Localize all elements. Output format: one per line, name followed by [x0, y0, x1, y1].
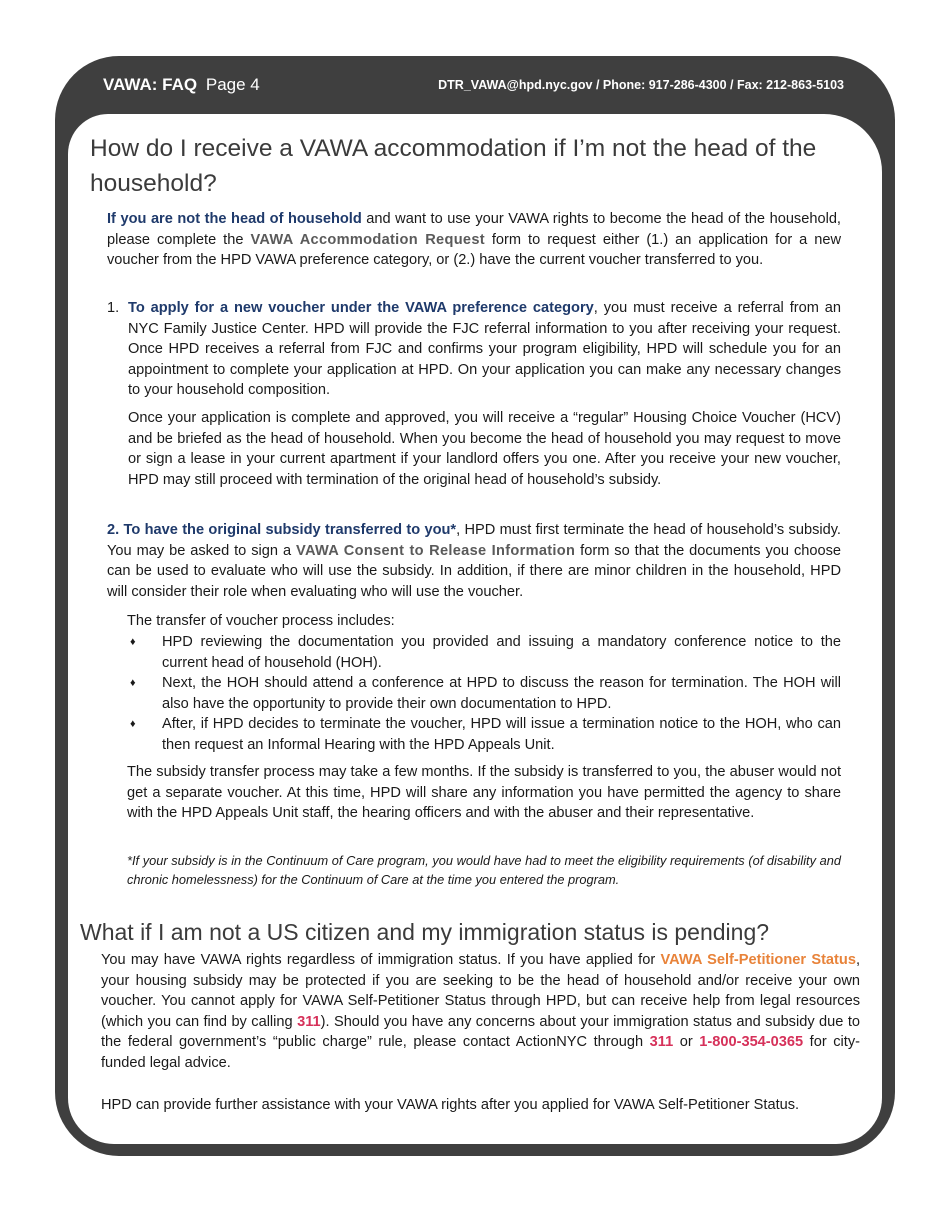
- immigration-text-5: for city-funded legal advice.: [101, 1034, 860, 1071]
- list-item: [127, 714, 841, 755]
- accommodation-request-form: VAWA Accommodation Request: [250, 231, 485, 248]
- phone-311-second: 311: [649, 1034, 674, 1051]
- item2-lead: 2. To have the original subsidy transferred to you*: [107, 522, 457, 538]
- section2-heading: What if I am not a US citizen and my immigration status is pending?: [80, 919, 770, 945]
- diamond-bullet-icon: ♦: [130, 677, 136, 690]
- header-contact: DTR_VAWA@hpd.nyc.gov / Phone: 917-286-4300 / Fax: 212-863-5103: [438, 78, 844, 92]
- immigration-text-2: , your housing subsidy may be protected if you are seeking to be the head of household and/or receive your own voucher. You cannot apply for VAWA Self-Petitioner Status through HPD, but can receive help from legal resources (which you can find by calling: [101, 952, 860, 1030]
- immigration-paragraph: [101, 950, 860, 1074]
- section1-heading: How do I receive a VAWA accommodation if I’m not the head of the household?: [90, 135, 817, 197]
- list-item-text: After, if HPD decides to terminate the voucher, HPD will issue a termination notice to the HOH, who can then request an Informal Hearing with the HPD Appeals Unit.: [162, 716, 841, 753]
- page-number: Page 4: [205, 75, 260, 94]
- consent-release-form: VAWA Consent to Release Information: [296, 542, 576, 559]
- diamond-bullet-icon: ♦: [130, 636, 136, 648]
- header-title: [103, 75, 260, 95]
- immigration-text-3: ). Should you have any concerns about your immigration status and subsidy due to the federal government’s “public charge” rule, please contact ActionNYC through: [101, 1013, 860, 1051]
- self-petitioner-status: VAWA Self-Petitioner Status: [660, 952, 856, 968]
- transfer-steps-list: [127, 632, 841, 756]
- transfer-process-paragraph: The subsidy transfer process may take a few months. If the subsidy is transferred to you, the abuser would not get a separate voucher. At this time, HPD will share any information you have permitted the agency to share with the HPD Appeals Unit staff, the hearing officers and with the abuser and their representative.: [127, 764, 841, 822]
- intro-text-2: form to request either (1.) an application for a new voucher from the HPD VAWA preference category, or (2.) have the current voucher transferred to you.: [107, 231, 842, 269]
- list-item-text: HPD reviewing the documentation you provided and issuing a mandatory conference notice to the current head of household (HOH).: [162, 634, 841, 671]
- immigration-text-1: You may have VAWA rights regardless of immigration status. If you have applied for: [101, 952, 661, 968]
- doc-title: VAWA: FAQ: [103, 75, 198, 94]
- footnote: *If your subsidy is in the Continuum of Care program, you would have had to meet the eligibility requirements (of disability and chronic homelessness) for the Continuum of Care at the time you entered the program.: [127, 853, 841, 887]
- intro-text-1: and want to use your VAWA rights to become the head of the household, please complete the: [107, 211, 841, 248]
- item2-text-2: form so that the documents you choose can be used to evaluate who will use the subsidy. In addition, if there are minor children in the household, HPD will consider their role when evaluating who will use the voucher.: [107, 542, 841, 600]
- list-item: [127, 632, 841, 673]
- item2-paragraph: [107, 520, 841, 602]
- intro-paragraph: [107, 209, 841, 271]
- item2-text-1: , HPD must first terminate the head of household’s subsidy. You may be asked to sign a: [107, 522, 841, 559]
- item1-paragraph-2: Once your application is complete and approved, you will receive a “regular” Housing Choice Voucher (HCV) and be briefed as the head of household. When you become the head of household you may request to move or sign a lease in your current apartment if your landlord offers you one. After you receive your new voucher, HPD may still proceed with termination of the original head of household’s subsidy.: [128, 410, 841, 488]
- immigration-text-4: or: [673, 1034, 700, 1051]
- list-item: [127, 673, 841, 714]
- actionnyc-phone: 1-800-354-0365: [699, 1034, 804, 1051]
- further-assistance-paragraph: HPD can provide further assistance with your VAWA rights after you applied for VAWA Self-Petitioner Status.: [101, 1097, 800, 1113]
- item1-number: 1.: [107, 300, 120, 316]
- item1-paragraph: [128, 298, 841, 401]
- intro-lead: If you are not the head of household: [107, 211, 362, 227]
- item1-lead: To apply for a new voucher under the VAWA preference category: [128, 300, 594, 316]
- transfer-list-intro: The transfer of voucher process includes:: [127, 613, 395, 629]
- phone-311: 311: [297, 1013, 321, 1030]
- diamond-bullet-icon: ♦: [130, 718, 136, 731]
- list-item-text: Next, the HOH should attend a conference at HPD to discuss the reason for termination. The HOH will also have the opportunity to provide their own documentation to HPD.: [162, 675, 841, 712]
- item1-text: , you must receive a referral from an NYC Family Justice Center. HPD will provide the FJC referral information to you after receiving your request. Once HPD receives a referral from FJC and confirms your program eligibility, HPD will schedule you for an appointment to complete your application at HPD. On your application you can make any necessary changes to your household composition.: [128, 300, 842, 399]
